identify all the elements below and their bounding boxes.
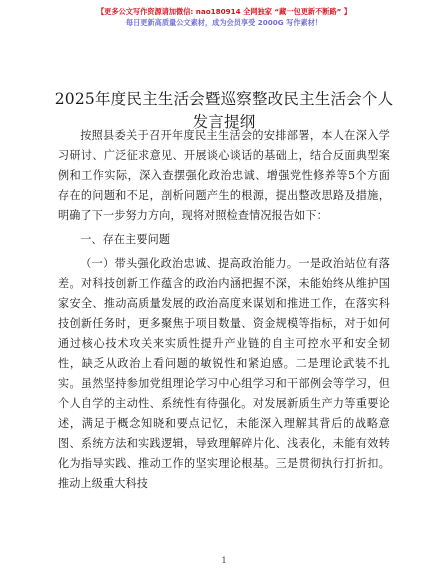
section-paragraph: （一）带头强化政治忠诚、提高政治能力。一是政治站位有落差。对科技创新工作蕴含的政治内涵把握不深，未能始终从维护国家安全、推动高质量发展的政治高度来谋划和推进工作，在落实科技创新任务时，更多聚焦于项目数量、资金规模等指标，对于如何通过核心技术攻关来实质性提升产业链的自主可控水平和安全韧性，缺乏从政治上看问题的敏锐性和紧迫感。二是理论武装不扎实。虽然坚持参加党组理论学习中心组学习和干部例会等学习，但个人自学的主动性、系统性有待强化。对发展新质生产力等重要论述，满足于概念知晓和要点记忆，未能深入理解其背后的战略意图、系统方法和实践逻辑，导致理解碎片化、浅表化，未能有效转化为指导实践、推动工作的坚实理论根基。三是贯彻执行打折扣。推动上级重大科技 (58, 257, 390, 490)
promo-banner-line-2: 每日更新高质量公文素材，成为会员享受 2000G 写作素材！ (125, 18, 323, 27)
page-number: 1 (221, 556, 227, 565)
document-title: 2025年度民主生活会暨巡察整改民主生活会个人发言提纲 (54, 90, 394, 132)
document-body (58, 126, 390, 494)
intro-paragraph: 按照县委关于召开年度民主生活会的安排部署，本人在深入学习研讨、广泛征求意见、开展谈心谈话的基础上，结合反面典型案例和工作实际，深入查摆强化政治忠诚、增强党性修养等5个方面存在的问题和不足，剖析问题产生的根源，提出整改思路及措施，明确了下一步努力方向，现将对照检查情况报告如下： (58, 129, 390, 222)
promo-banner-line-1: 【更多公文写作资源请加微信: nao180914 全网独家 “藏一包更新不断路” 】 (96, 7, 352, 16)
section-heading: 一、存在主要问题 (80, 233, 171, 246)
